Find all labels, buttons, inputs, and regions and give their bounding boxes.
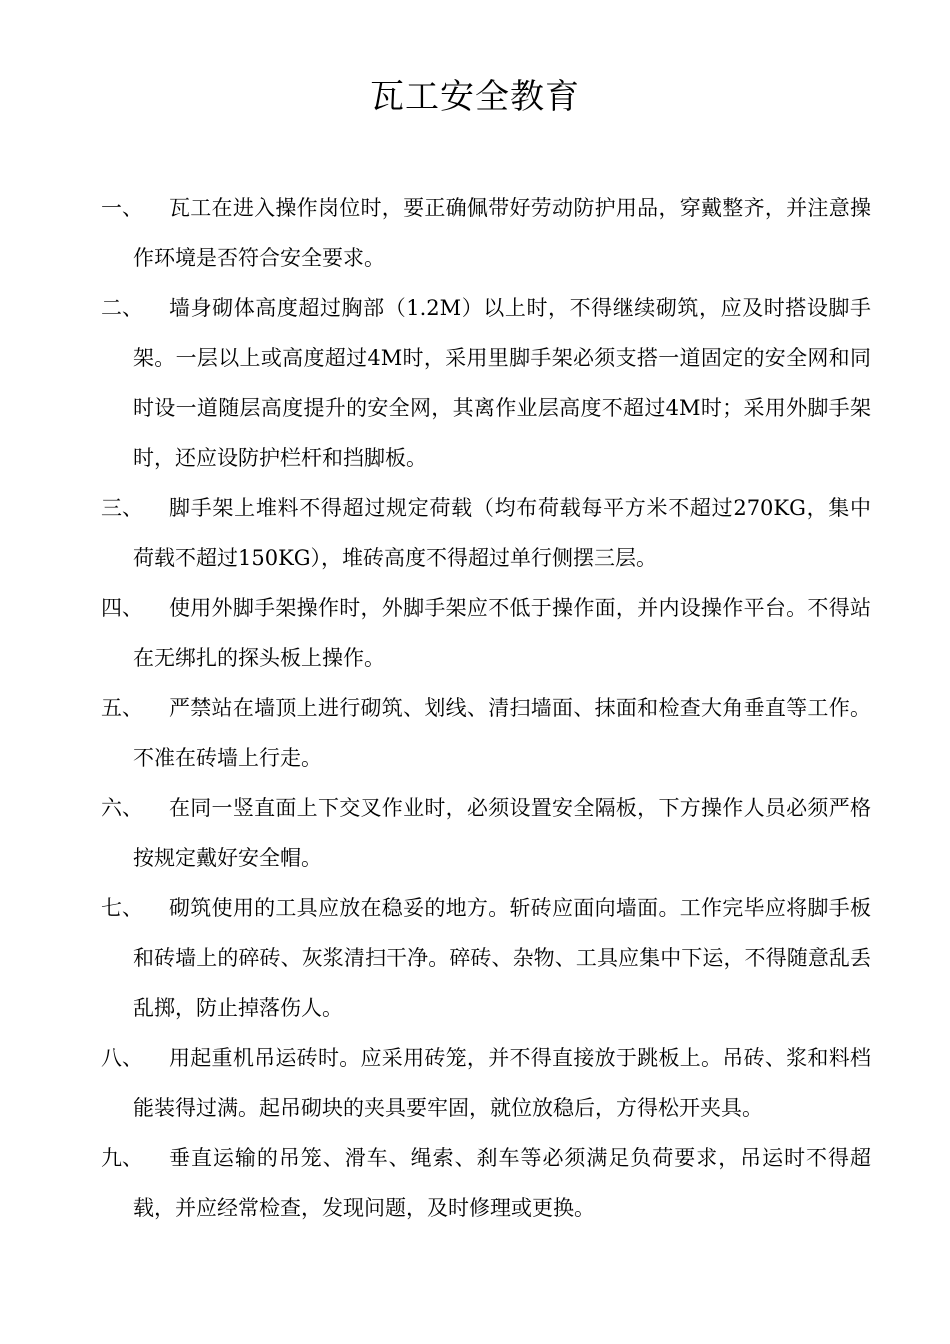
item-text: 瓦工在进入操作岗位时，要正确佩带好劳动防护用品，穿戴整齐，并注意操作环境是否符合安全要求。: [133, 196, 871, 270]
list-item: [101, 1133, 871, 1233]
document-title: 瓦工安全教育: [370, 77, 580, 117]
item-number: 二、: [101, 296, 143, 320]
list-item: [101, 783, 871, 883]
item-number: 八、: [101, 1046, 143, 1070]
item-text: 使用外脚手架操作时，外脚手架应不低于操作面，并内设操作平台。不得站在无绑扎的探头板上操作。: [133, 596, 871, 670]
item-number: 六、: [101, 796, 143, 820]
list-item: [101, 1033, 871, 1133]
item-number: 四、: [101, 596, 143, 620]
list-item: [101, 283, 871, 483]
item-number: 五、: [101, 696, 143, 720]
item-text: 垂直运输的吊笼、滑车、绳索、刹车等必须满足负荷要求，吊运时不得超载，并应经常检查，发现问题，及时修理或更换。: [133, 1146, 871, 1220]
list-item: [101, 183, 871, 283]
item-number: 七、: [101, 896, 143, 920]
item-text: 用起重机吊运砖时。应采用砖笼，并不得直接放于跳板上。吊砖、浆和料档能装得过满。起吊砌块的夹具要牢固，就位放稳后，方得松开夹具。: [133, 1046, 871, 1120]
item-number: 九、: [101, 1146, 143, 1170]
list-item: [101, 683, 871, 783]
item-text: 墙身砌体高度超过胸部（1.2M）以上时，不得继续砌筑，应及时搭设脚手架。一层以上或高度超过4M时，采用里脚手架必须支搭一道固定的安全网和同时设一道随层高度提升的安全网，其离作业层高度不超过4M时；采用外脚手架时，还应设防护栏杆和挡脚板。: [133, 296, 871, 470]
list-item: [101, 483, 871, 583]
safety-rules-list: [101, 183, 871, 1233]
item-text: 砌筑使用的工具应放在稳妥的地方。斩砖应面向墙面。工作完毕应将脚手板和砖墙上的碎砖、灰浆清扫干净。碎砖、杂物、工具应集中下运，不得随意乱丢乱掷，防止掉落伤人。: [133, 896, 871, 1020]
item-text: 在同一竖直面上下交叉作业时，必须设置安全隔板，下方操作人员必须严格按规定戴好安全帽。: [133, 796, 871, 870]
list-item: [101, 583, 871, 683]
item-number: 三、: [101, 496, 143, 520]
list-item: [101, 883, 871, 1033]
item-number: 一、: [101, 196, 143, 220]
item-text: 脚手架上堆料不得超过规定荷载（均布荷载每平方米不超过270KG，集中荷载不超过150KG），堆砖高度不得超过单行侧摆三层。: [133, 496, 871, 570]
item-text: 严禁站在墙顶上进行砌筑、划线、清扫墙面、抹面和检查大角垂直等工作。不准在砖墙上行走。: [133, 696, 871, 770]
